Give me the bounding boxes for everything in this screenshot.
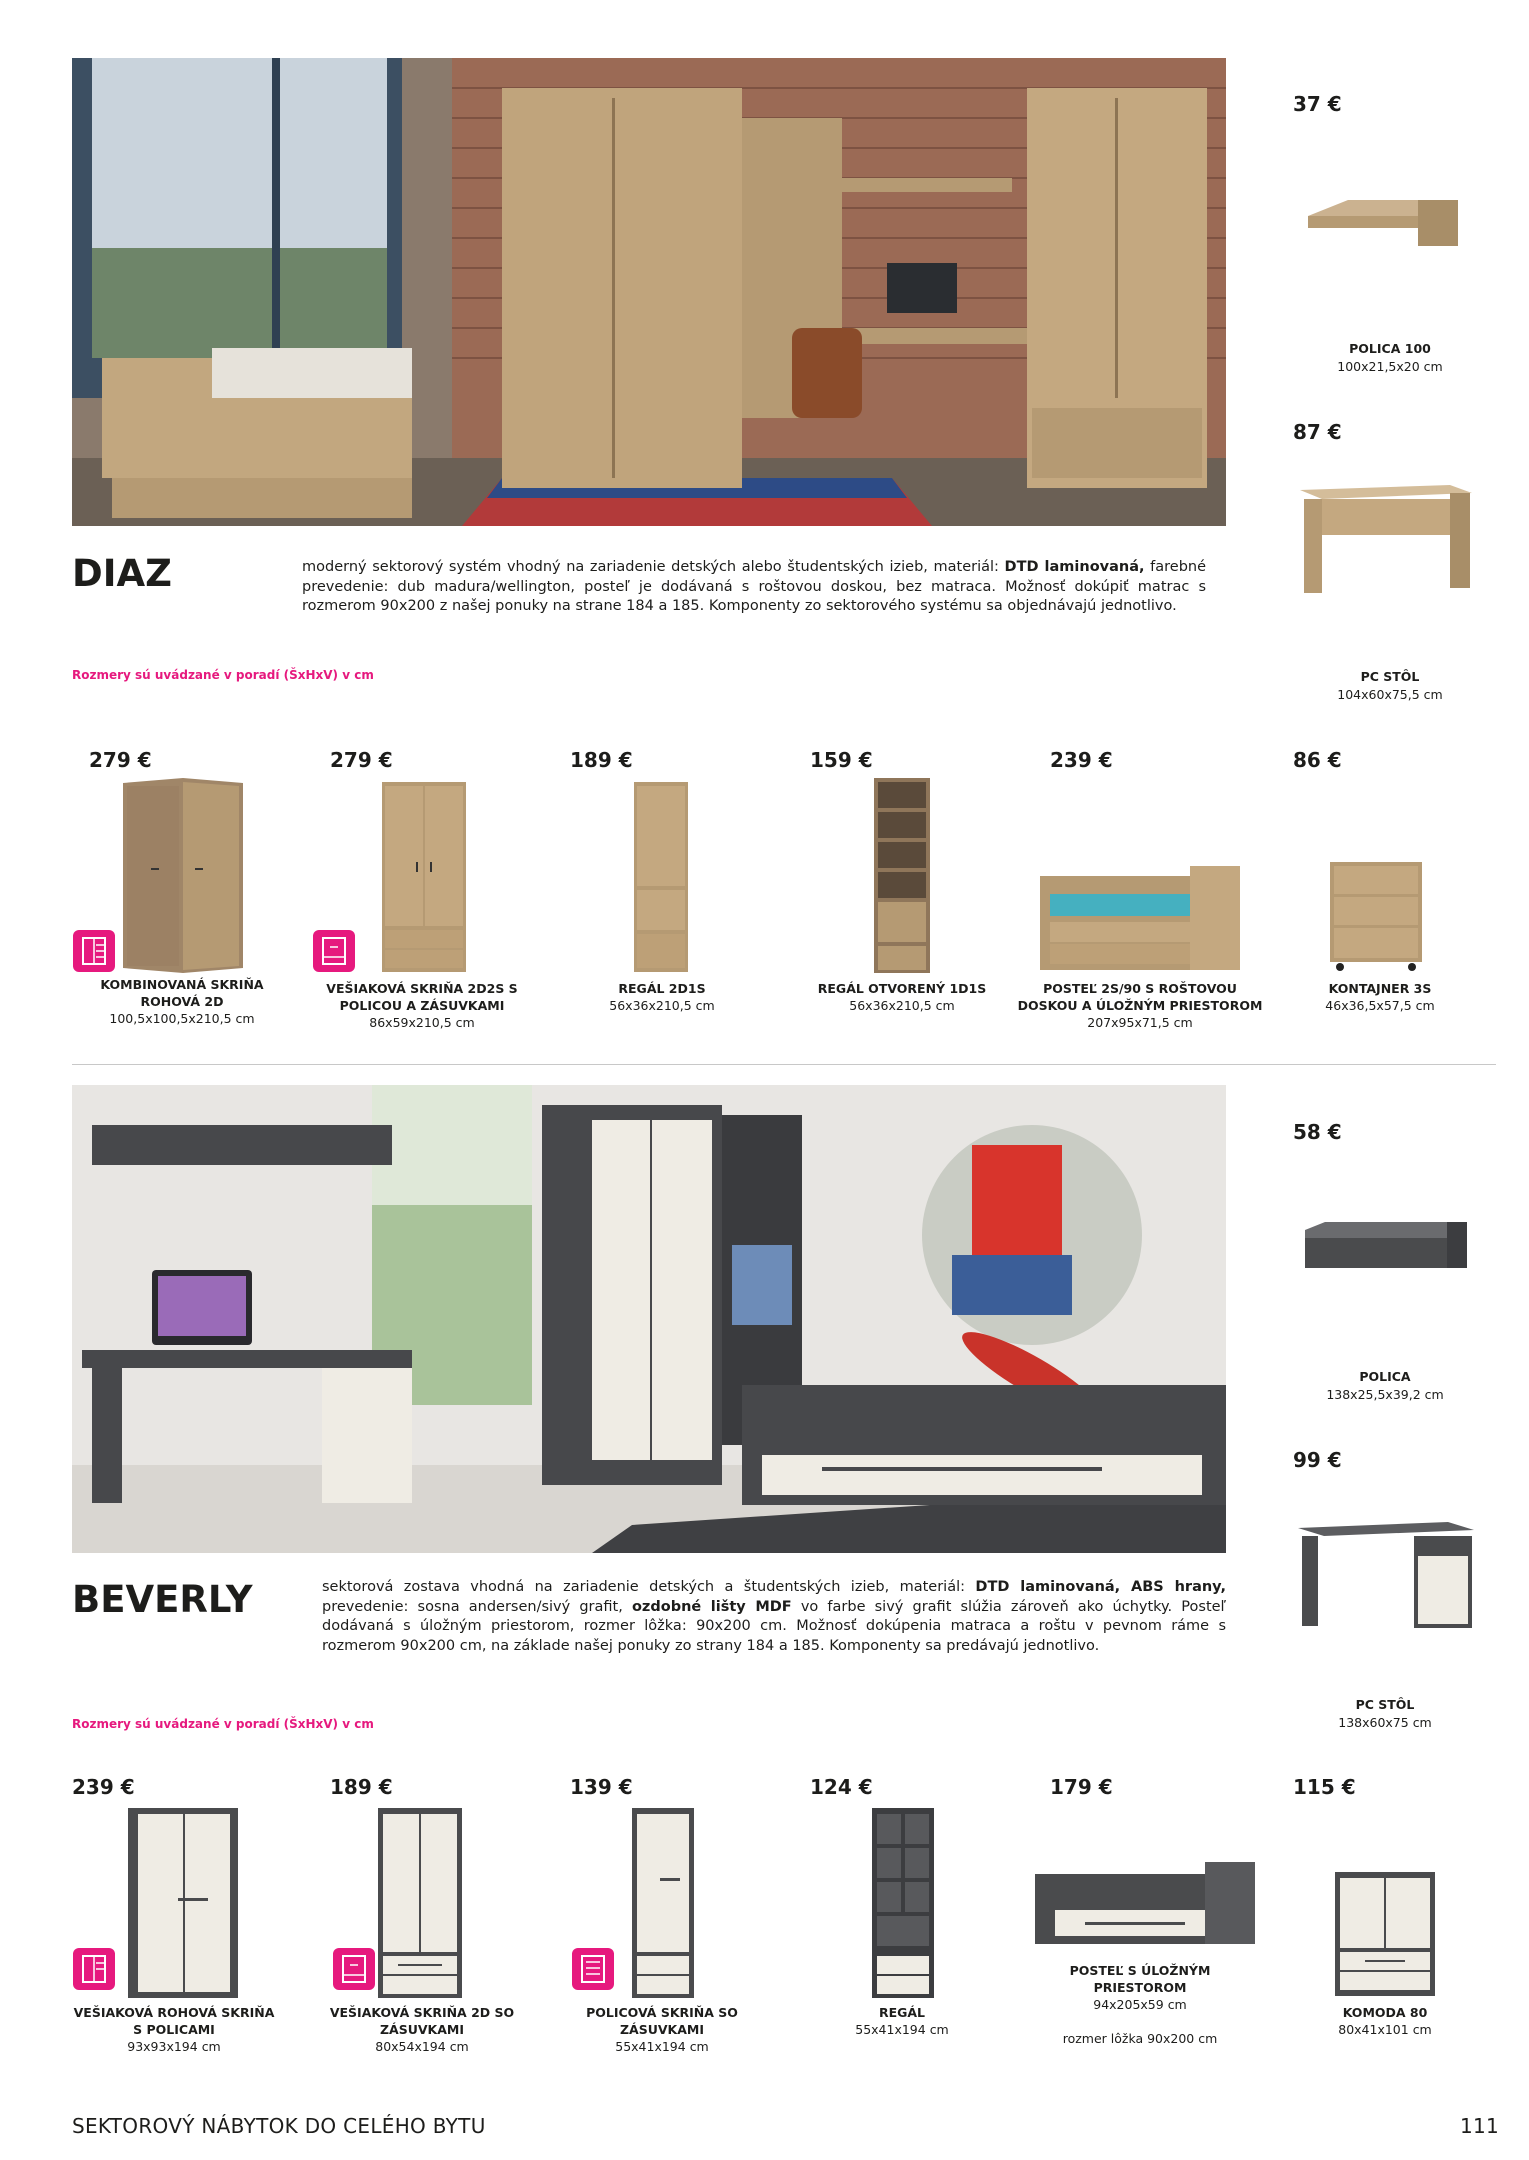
diaz-shelf-name: POLICA 100 [1349,341,1431,356]
diaz-pc-desk-dims: 104x60x75,5 cm [1337,687,1443,702]
beverly-corner-wardrobe-image [128,1808,238,1998]
wardrobe-icon [581,1955,605,1983]
beverly-wardrobe-2d-badge [333,1948,375,1990]
diaz-product-6-name: KONTAJNER 3S [1328,981,1432,996]
beverly-product-4-dims: 55x41x194 cm [855,2022,949,2037]
diaz-pc-desk-image [1300,485,1480,595]
beverly-product-5-price: 179 € [1050,1775,1113,1799]
diaz-product-6-price: 86 € [1293,748,1342,772]
beverly-product-2-price: 189 € [330,1775,393,1799]
diaz-product-5-dims: 207x95x71,5 cm [1087,1015,1193,1030]
beverly-wardrobe-2d-image [378,1808,462,1998]
diaz-wardrobe-2d2s-badge [313,930,355,972]
diaz-product-3-name: REGÁL 2D1S [618,981,706,996]
diaz-product-3-price: 189 € [570,748,633,772]
diaz-description: moderný sektorový systém vhodný na zariadenie detských alebo študentských izieb, materiál: DTD laminovaná, farebné prevedenie: dub madura/wellington, posteľ je dodávaná s roštovou doskou, bez matraca. Možnosť dokúpiť matrac s rozmerom 90x200 z našej ponuky na strane 184 a 185. Komponenty zo sektorového systému sa objednávajú jednotlivo. [302,559,1207,614]
diaz-shelf-unit-2d1s-image [634,782,688,972]
diaz-wardrobe-2d2s-image [382,782,466,972]
beverly-product-3-name: POLICOVÁ SKRIŇA SO ZÁSUVKAMI [586,2005,738,2037]
beverly-pc-desk-price: 99 € [1293,1448,1342,1472]
beverly-product-6-name: KOMODA 80 [1342,2005,1428,2020]
diaz-product-1-price: 279 € [89,748,152,772]
diaz-product-1-name: KOMBINOVANÁ SKRIŇA ROHOVÁ 2D [100,977,264,1009]
diaz-product-4-dims: 56x36x210,5 cm [849,998,955,1013]
diaz-product-3-dims: 56x36x210,5 cm [609,998,715,1013]
beverly-description: sektorová zostava vhodná na zariadenie detských a študentských izieb, materiál: DTD laminovaná, ABS hrany, prevedenie: sosna andersen/sivý grafit, ozdobné lišty MDF vo farbe sivý grafit slúžia zároveň ako úchytky. Posteľ dodávaná s úložným priestorom, rozmer lôžka: 90x200 cm. Možnosť dokúpenia matraca a roštu v pevnom ráme s rozmerom 90x200 cm, na základe našej ponuky zo strany 184 a 185. Komponenty sa predávajú jednotlivo. [322,1579,1227,1654]
diaz-product-5-price: 239 € [1050,748,1113,772]
diaz-shelf-dims: 100x21,5x20 cm [1337,359,1443,374]
diaz-product-4-price: 159 € [810,748,873,772]
beverly-pc-desk-name: PC STÔL [1355,1697,1415,1712]
beverly-product-1-price: 239 € [72,1775,135,1799]
diaz-product-5-name: POSTEĽ 2S/90 S ROŠTOVOU DOSKOU A ÚLOŽNÝM PRIESTOROM [1017,981,1263,1013]
page-number: 111 [1460,2114,1500,2138]
beverly-product-1-name: VEŠIAKOVÁ ROHOVÁ SKRIŇA S POLICAMI [73,2005,275,2037]
beverly-product-6-dims: 80x41x101 cm [1338,2022,1432,2037]
diaz-shelf-image [1308,198,1458,248]
diaz-bed-image [1040,866,1240,970]
diaz-dimension-note: Rozmery sú uvádzané v poradí (ŠxHxV) v cm [72,668,374,682]
beverly-corner-wardrobe-badge [73,1948,115,1990]
beverly-bed-image [1035,1862,1255,1944]
beverly-product-6-price: 115 € [1293,1775,1356,1799]
beverly-brand-title: BEVERLY [72,1578,253,1621]
beverly-product-1-dims: 93x93x194 cm [127,2039,221,2054]
wardrobe-icon [322,937,346,965]
beverly-pc-desk-dims: 138x60x75 cm [1338,1715,1432,1730]
section-divider [72,1064,1496,1065]
wardrobe-icon [82,937,106,965]
diaz-corner-wardrobe-image [123,778,243,973]
beverly-pc-desk-image [1298,1522,1476,1630]
beverly-product-5-name: POSTEĽ S ÚLOŽNÝM PRIESTOROM [1069,1963,1211,1995]
diaz-product-1-dims: 100,5x100,5x210,5 cm [109,1011,255,1026]
beverly-product-4-price: 124 € [810,1775,873,1799]
diaz-shelf-price: 37 € [1293,92,1342,116]
footer-title: SEKTOROVÝ NÁBYTOK DO CELÉHO BYTU [72,2114,486,2138]
beverly-product-4-name: REGÁL [878,2005,926,2020]
beverly-shelf-price: 58 € [1293,1120,1342,1144]
beverly-product-3-price: 139 € [570,1775,633,1799]
diaz-pc-desk-name: PC STÔL [1360,669,1420,684]
beverly-shelf-cabinet-badge [572,1948,614,1990]
beverly-product-5-note: rozmer lôžka 90x200 cm [1062,2031,1218,2046]
diaz-product-6-dims: 46x36,5x57,5 cm [1325,998,1435,1013]
beverly-shelf-image [1305,1222,1467,1272]
diaz-wardrobe-badge [73,930,115,972]
diaz-pc-desk-price: 87 € [1293,420,1342,444]
beverly-product-5-dims: 94x205x59 cm [1093,1997,1187,2012]
beverly-product-2-name: VEŠIAKOVÁ SKRIŇA 2D SO ZÁSUVKAMI [329,2005,515,2037]
wardrobe-icon [82,1955,106,1983]
beverly-shelf-cabinet-image [632,1808,694,1998]
diaz-open-shelf-1d1s-image [874,778,930,973]
diaz-product-2-price: 279 € [330,748,393,772]
diaz-container-3s-image [1330,862,1422,972]
diaz-product-4-name: REGÁL OTVORENÝ 1D1S [817,981,987,996]
diaz-product-2-dims: 86x59x210,5 cm [369,1015,475,1030]
beverly-dimension-note: Rozmery sú uvádzané v poradí (ŠxHxV) v cm [72,1717,374,1731]
beverly-regal-image [872,1808,934,1998]
beverly-room-photo [72,1085,1226,1553]
diaz-brand-title: DIAZ [72,552,172,595]
diaz-room-photo [72,58,1226,526]
wardrobe-icon [342,1955,366,1983]
beverly-shelf-name: POLICA [1359,1369,1411,1384]
beverly-product-2-dims: 80x54x194 cm [375,2039,469,2054]
beverly-shelf-dims: 138x25,5x39,2 cm [1326,1387,1444,1402]
beverly-dresser-image [1335,1872,1435,1996]
beverly-product-3-dims: 55x41x194 cm [615,2039,709,2054]
diaz-product-2-name: VEŠIAKOVÁ SKRIŇA 2D2S S POLICOU A ZÁSUVKAMI [326,981,518,1013]
